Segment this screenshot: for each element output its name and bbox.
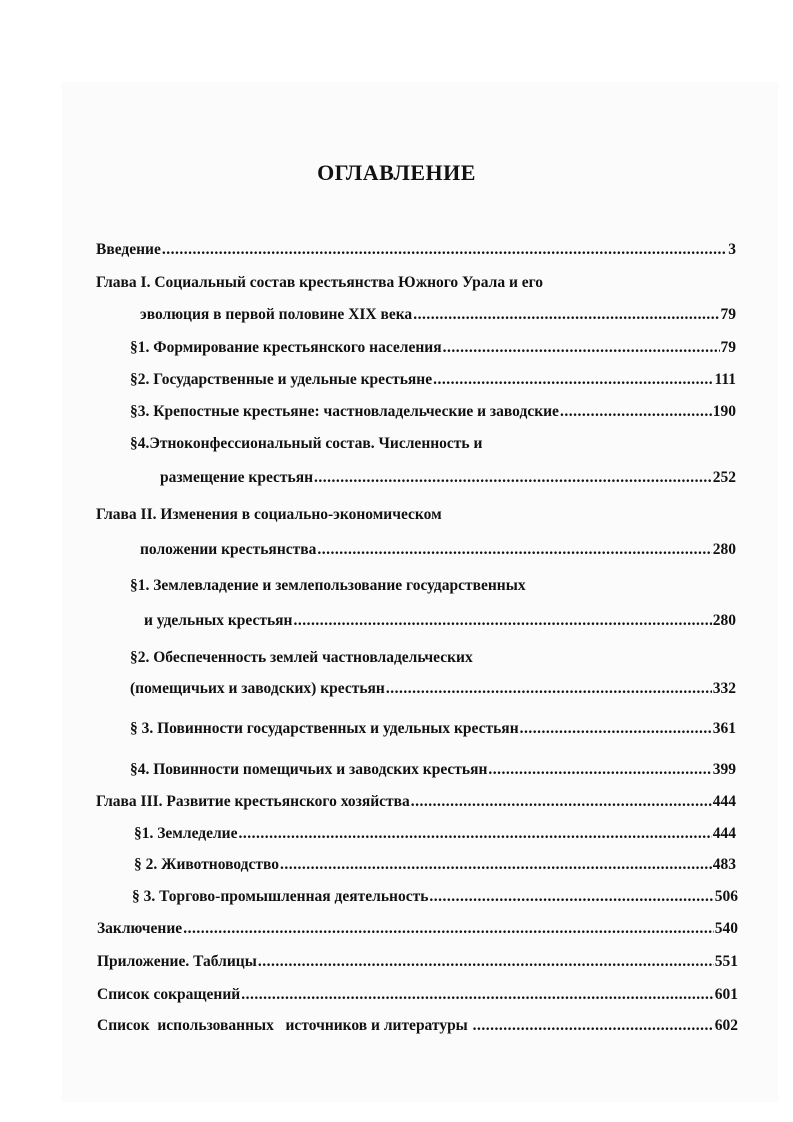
toc-entry-page: 444 xyxy=(712,825,736,842)
toc-entry-text: Заключение xyxy=(97,920,183,937)
toc-entry-page: 190 xyxy=(712,403,736,420)
toc-entry-page: 506 xyxy=(714,888,738,905)
toc-entry-text: §1. Земледелие xyxy=(134,825,238,842)
toc-entry-page: 361 xyxy=(712,720,736,737)
toc-entry-text: §1. Землевладение и землепользование государственных xyxy=(130,577,526,594)
toc-leader-dots xyxy=(411,791,712,813)
toc-entry-page: 602 xyxy=(714,1017,738,1034)
toc-entry-text: Глава I. Социальный состав крестьянства Южного Урала и его xyxy=(96,274,544,291)
toc-entry-text: Список сокращений xyxy=(97,986,241,1003)
page-title: ОГЛАВЛЕНИЕ xyxy=(317,160,476,185)
toc-leader-dots xyxy=(317,539,711,561)
toc-entry xyxy=(144,610,736,632)
toc-entry-page: 79 xyxy=(720,306,736,323)
toc-entry-page: 280 xyxy=(712,541,736,558)
toc-leader-dots xyxy=(162,239,727,261)
toc-entry-text: § 3. Повинности государственных и удельных крестьян xyxy=(130,720,519,737)
toc-entry-text: (помещичьих и заводских) крестьян xyxy=(130,680,385,697)
toc-entry xyxy=(130,337,736,359)
toc-entry xyxy=(130,433,736,455)
toc-entry-text: Глава III. Развитие крестьянского хозяйства xyxy=(96,793,410,810)
toc-entry xyxy=(130,575,736,597)
toc-entry-text: размещение крестьян xyxy=(160,469,314,486)
toc-leader-dots xyxy=(314,467,712,489)
toc-entry xyxy=(130,759,736,781)
toc-entry xyxy=(132,886,738,908)
toc-entry xyxy=(130,678,736,700)
toc-entry xyxy=(130,401,736,423)
toc-entry xyxy=(97,918,738,940)
toc-entry-text: § 3. Торгово-промышленная деятельность xyxy=(132,888,429,905)
toc-leader-dots xyxy=(238,823,711,845)
toc-entry-text: §1. Формирование крестьянского населения xyxy=(130,339,442,356)
toc-entry-text: §3. Крепостные крестьяне: частновладельческие и заводские xyxy=(130,403,559,420)
toc-leader-dots xyxy=(520,718,712,740)
toc-entry-text: положении крестьянства xyxy=(140,541,317,558)
toc-entry xyxy=(140,304,736,326)
toc-entry-text: §2. Обеспеченность землей частновладельческих xyxy=(130,649,473,666)
toc-entry-text: Приложение. Таблицы xyxy=(97,953,257,970)
toc-entry-text: Введение xyxy=(96,241,161,258)
toc-entry-page: 111 xyxy=(714,371,736,388)
toc-leader-dots xyxy=(473,1015,714,1037)
toc-leader-dots xyxy=(386,678,712,700)
toc-leader-dots xyxy=(443,337,720,359)
toc-leader-dots xyxy=(488,759,711,781)
toc-entry-text: Список использованных источников и литературы xyxy=(97,1017,472,1034)
toc-entry-page: 483 xyxy=(712,856,736,873)
toc-entry xyxy=(96,504,736,526)
toc-entry-page: 444 xyxy=(712,793,736,810)
toc-entry xyxy=(130,647,736,669)
toc-leader-dots xyxy=(183,918,714,940)
toc-leader-dots xyxy=(429,886,713,908)
toc-entry xyxy=(97,951,738,973)
toc-entry-page: 540 xyxy=(714,920,738,937)
toc-entry-page: 280 xyxy=(712,612,736,629)
toc-entry xyxy=(134,823,736,845)
toc-entry xyxy=(130,718,736,740)
toc-leader-dots xyxy=(280,854,712,876)
toc-leader-dots xyxy=(413,304,719,326)
toc-entry xyxy=(97,1015,738,1037)
toc-entry-page: 551 xyxy=(714,953,738,970)
toc-entry-page: 252 xyxy=(712,469,736,486)
toc-leader-dots xyxy=(241,984,714,1006)
toc-entry-page: 79 xyxy=(720,339,736,356)
toc-entry-text: и удельных крестьян xyxy=(144,612,293,629)
toc-entry xyxy=(96,239,736,261)
toc-entry-text: §4. Повинности помещичьих и заводских крестьян xyxy=(130,761,488,778)
toc-entry-page: 3 xyxy=(728,241,736,258)
toc-entry xyxy=(130,369,736,391)
toc-leader-dots xyxy=(560,401,712,423)
toc-entry xyxy=(97,984,738,1006)
toc-entry xyxy=(160,467,736,489)
toc-leader-dots xyxy=(433,369,713,391)
toc-entry-text: § 2. Животноводство xyxy=(134,856,280,873)
toc-entry-page: 399 xyxy=(712,761,736,778)
toc-entry xyxy=(96,791,736,813)
toc-entry xyxy=(140,539,736,561)
toc-entry-text: эволюция в первой половине XIX века xyxy=(140,306,413,323)
toc-entry-text: Глава II. Изменения в социально-экономическом xyxy=(96,506,442,523)
toc-entry-text: §4.Этноконфессиональный состав. Численность и xyxy=(130,435,483,452)
toc-leader-dots xyxy=(258,951,714,973)
toc-entry-page: 601 xyxy=(714,986,738,1003)
toc-entry-page: 332 xyxy=(712,680,736,697)
toc-entry xyxy=(134,854,736,876)
toc-entry xyxy=(96,272,736,294)
toc-entry-text: §2. Государственные и удельные крестьяне xyxy=(130,371,433,388)
toc-leader-dots xyxy=(293,610,711,632)
